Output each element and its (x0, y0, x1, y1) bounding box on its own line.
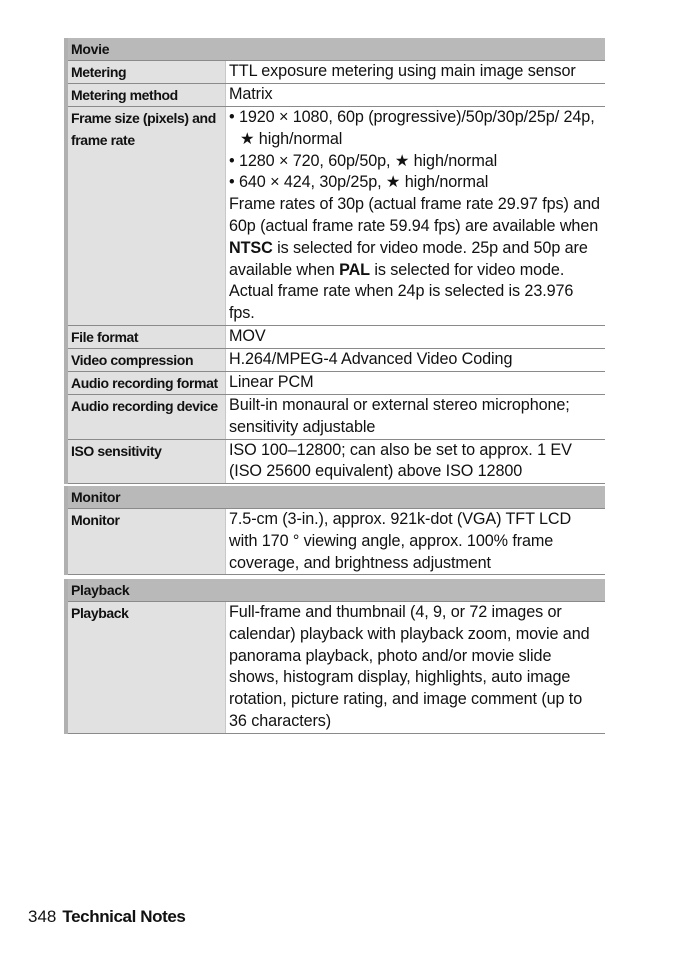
ntsc-label: NTSC (229, 238, 273, 257)
spec-label: Audio recording device (68, 395, 226, 439)
spec-value: Linear PCM (229, 372, 314, 391)
spec-value: Built-in monaural or external stereo microphone; sensitivity adjustable (229, 395, 570, 436)
section-heading: Monitor (68, 486, 605, 508)
spec-row (68, 371, 605, 394)
spec-value: TTL exposure metering using main image sensor (229, 62, 576, 80)
footer-title: Technical Notes (62, 907, 186, 926)
spec-label: ISO sensitivity (68, 440, 226, 484)
frame-size-item: • 640 × 424, 30p/25p, ★ high/normal (229, 173, 489, 192)
spec-row (68, 439, 605, 485)
spec-value: MOV (229, 326, 266, 345)
spec-value: ISO 100–12800; can also be set to approx. 1 EV (ISO 25600 equivalent) above ISO 12800 (229, 440, 572, 481)
spec-row (68, 106, 605, 325)
spec-value: Matrix (229, 85, 273, 103)
movie-section (64, 38, 605, 484)
spec-value: Full-frame and thumbnail (4, 9, or 72 images or calendar) playback with playback zoom, movie and panorama playback, photo and/or movie slide shows, histogram display, highlights, auto image rotation, picture rating, and image comment (up to 36 characters) (229, 603, 590, 730)
frame-size-item: • 1280 × 720, 60p/50p, ★ high/normal (229, 151, 498, 170)
playback-section (64, 579, 605, 734)
spec-label: Audio recording format (68, 372, 226, 394)
spec-value: 7.5-cm (3-in.), approx. 921k-dot (VGA) TFT LCD with 170 ° viewing angle, approx. 100% frame coverage, and brightness adjustment (229, 510, 572, 572)
spec-label: Video compression (68, 349, 226, 371)
section-heading: Playback (68, 579, 605, 601)
spec-row (68, 325, 605, 348)
section-heading: Movie (68, 38, 605, 60)
spec-label: Metering (68, 61, 226, 83)
spec-label: File format (68, 326, 226, 348)
pal-label: PAL (339, 260, 370, 279)
spec-row (68, 60, 605, 83)
spec-row (68, 508, 605, 575)
monitor-section (64, 486, 605, 575)
frame-size-item: • 1920 × 1080, 60p (progressive)/50p/30p/25p/ 24p, ★ high/normal (229, 108, 595, 148)
spec-row (68, 601, 605, 734)
spec-label: Frame size (pixels) and frame rate (68, 107, 226, 325)
spec-row (68, 348, 605, 371)
spec-value: H.264/MPEG-4 Advanced Video Coding (229, 349, 513, 368)
spec-row (68, 83, 605, 106)
spec-label: Metering method (68, 84, 226, 106)
spec-value (226, 107, 605, 325)
spec-row (68, 394, 605, 439)
page-footer (28, 906, 186, 928)
spec-label: Monitor (68, 509, 226, 574)
spec-label: Playback (68, 602, 226, 733)
page-number: 348 (28, 907, 57, 926)
frame-rate-note: Frame rates of 30p (actual frame rate 29.97 fps) and 60p (actual frame rate 59.94 fps) are available when NTSC is selected for video mode. 25p and 50p are available when PAL is selected for video mode. Actual frame rate when 24p is selected is 23.976 fps. (229, 195, 600, 323)
